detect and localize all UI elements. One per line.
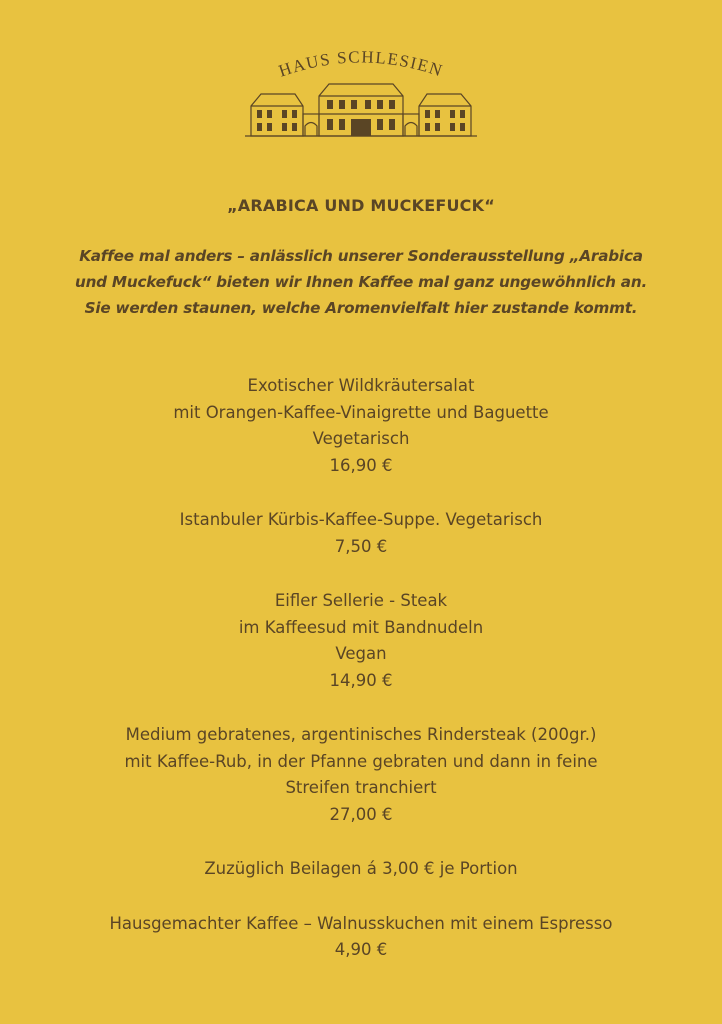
intro-text xyxy=(40,243,682,321)
dish-diet-label: Vegetarisch xyxy=(312,429,410,448)
dish-kuerbis-suppe xyxy=(0,507,722,560)
haus-schlesien-logo xyxy=(241,40,481,140)
dish-name: Medium gebratenes, argentinisches Rindersteak (200gr.) xyxy=(125,725,597,744)
dish-description: Streifen tranchiert xyxy=(285,778,437,797)
dish-name: Istanbuler Kürbis-Kaffee-Suppe. Vegetarisch xyxy=(179,510,543,529)
dish-diet-label: Vegan xyxy=(335,644,387,663)
dish-description: mit Kaffee-Rub, in der Pfanne gebraten und dann in feine xyxy=(124,751,598,771)
dish-price: 27,00 € xyxy=(329,804,393,824)
menu-list xyxy=(0,373,722,992)
menu-heading: „ARABICA UND MUCKEFUCK“ xyxy=(227,196,495,215)
intro-line: Kaffee mal anders – anlässlich unserer Sonderausstellung „Arabica xyxy=(79,247,643,265)
dish-price: 16,90 € xyxy=(329,455,393,475)
side-dish-text: Zuzüglich Beilagen á 3,00 € je Portion xyxy=(204,859,518,878)
dish-price: 14,90 € xyxy=(329,670,393,690)
dish-rindersteak xyxy=(0,722,722,828)
side-dish-note xyxy=(0,856,722,883)
logo xyxy=(0,40,722,140)
intro-line: Sie werden staunen, welche Aromenvielfalt hier zustande kommt. xyxy=(84,299,638,317)
dish-description: mit Orangen-Kaffee-Vinaigrette und Baguette xyxy=(173,402,549,422)
intro-line: und Muckefuck“ bieten wir Ihnen Kaffee mal ganz ungewöhnlich an. xyxy=(74,273,648,291)
dish-name: Eifler Sellerie - Steak xyxy=(274,591,448,610)
dish-price: 7,50 € xyxy=(334,536,388,556)
dish-walnusskuchen xyxy=(0,911,722,964)
dish-description: im Kaffeesud mit Bandnudeln xyxy=(238,617,484,637)
dish-price: 4,90 € xyxy=(334,940,388,959)
dish-name: Hausgemachter Kaffee – Walnusskuchen mit einem Espresso xyxy=(109,913,613,933)
dish-name: Exotischer Wildkräutersalat xyxy=(247,376,475,395)
dish-wildkraeutersalat xyxy=(0,373,722,479)
dish-sellerie-steak xyxy=(0,588,722,694)
logo-text: HAUS SCHLESIEN xyxy=(276,47,446,81)
